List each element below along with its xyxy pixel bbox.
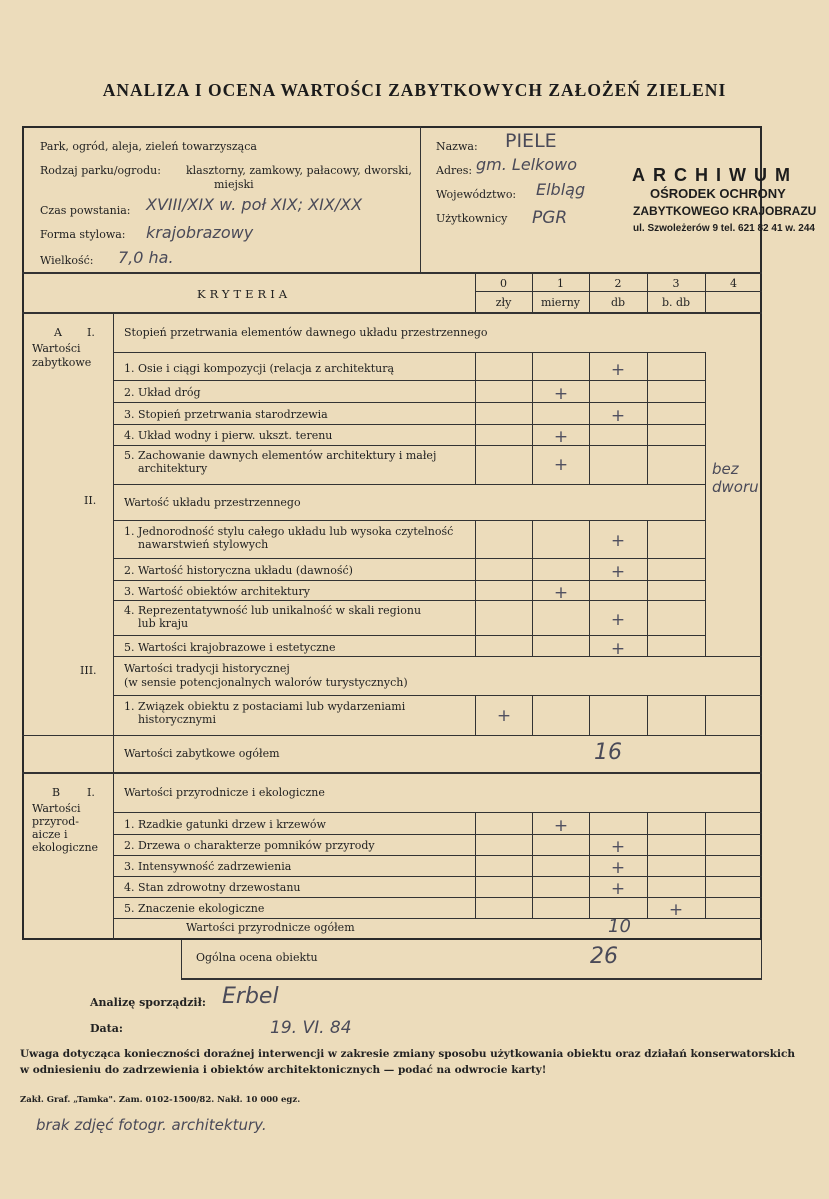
section-a-group-1-num: I. [87,326,95,339]
adres-label: Adres: [436,164,473,177]
uzytkownicy-value: PGR [532,208,568,228]
section-b-group-title: Wartości przyrodnicze i ekologiczne [124,786,325,799]
print-info: Zakł. Graf. „Tamka". Zam. 0102-1500/82. Nakł. 10 000 egz. [20,1095,301,1105]
archive-stamp-line3: ul. Szwoleżerów 9 tel. 621 82 41 w. 244 [633,223,815,234]
score-label-db: db [610,296,626,309]
criteria-item-continuation: architektury [138,462,208,475]
archive-stamp-line1: OŚRODEK OCHRONY [650,186,786,201]
section-b-total-label: Wartości przyrodnicze ogółem [186,921,355,934]
section-a-total-label: Wartości zabytkowe ogółem [124,747,280,760]
section-a-letter: A [54,326,62,339]
score-mark: + [668,900,684,920]
criteria-item: 3. Wartość obiektów architektury [124,585,310,598]
overall-label: Ogólna ocena obiektu [196,951,318,964]
wielkosc-value: 7,0 ha. [118,248,174,267]
handwritten-note: brak zdjęć fotogr. architektury. [36,1116,267,1134]
score-mark: + [553,455,569,475]
score-mark: + [610,406,626,426]
criteria-header: KRYTERIA [197,287,292,301]
criteria-item: 5. Znaczenie ekologiczne [124,902,265,915]
criteria-item: 2. Drzewa o charakterze pomników przyrody [124,839,375,852]
document-title: ANALIZA I OCENA WARTOŚCI ZABYTKOWYCH ZAŁOŻEŃ ZIELENI [102,80,727,100]
section-b-total-value: 10 [608,916,631,937]
section-a-label-1: Wartości [32,342,81,355]
score-col-4: 4 [730,277,737,290]
section-b-label-2: przyrod- [32,815,79,828]
overall-value: 26 [590,944,618,969]
section-a-group-3-title-1: Wartości tradycji historycznej [124,662,290,675]
section-a-label-2: zabytkowe [32,356,92,369]
score-label-zly: zły [495,296,512,309]
data-value: 19. VI. 84 [270,1018,352,1038]
section-b-label-1: Wartości [32,802,81,815]
score-mark: + [610,639,626,659]
section-a-group-1-title: Stopień przetrwania elementów dawnego układu przestrzennego [124,326,488,339]
rodzaj-options-2: miejski [214,178,254,191]
criteria-item: 1. Rzadkie gatunki drzew i krzewów [124,818,326,831]
analiza-label: Analizę sporządził: [90,996,206,1009]
score-col-3: 3 [672,277,680,290]
score-mark: + [610,531,626,551]
section-a-group-2-title: Wartość układu przestrzennego [124,496,301,509]
section-b-label-3: aicze i [32,828,68,841]
uzytkownicy-label: Użytkownicy [436,212,508,225]
warning-line-1: Uwaga dotycząca konieczności doraźnej interwencji w zakresie zmiany sposobu użytkowania obiektu oraz działań konserwatorskich [20,1048,795,1060]
nazwa-value: PIELE [505,130,557,152]
criteria-item-continuation: nawarstwień stylowych [138,538,269,551]
wojewodztwo-value: Elbląg [536,180,586,199]
criteria-item: 5. Wartości krajobrazowe i estetyczne [124,641,336,654]
score-label-mierny: mierny [540,296,580,309]
score-col-1: 1 [557,277,564,290]
archive-stamp-title: ARCHIWUM [632,165,798,185]
score-mark: + [553,384,569,404]
section-a-total-value: 16 [594,740,622,765]
section-b-letter: B [52,786,61,799]
section-a-note: bez dworu [712,460,759,496]
header-bottom-rule [22,272,762,274]
nazwa-label: Nazwa: [436,140,478,153]
warning-line-2: w odniesieniu do zadrzewienia i obiektów architektonicznych — podać na odwrocie karty! [20,1064,547,1076]
park-type-line: Park, ogród, aleja, zieleń towarzysząca [40,140,257,153]
score-mark: + [610,610,626,630]
score-mark: + [610,858,626,878]
criteria-item-continuation: lub kraju [138,617,189,630]
criteria-item: 1. Jednorodność stylu całego układu lub wysoka czytelność [124,525,454,538]
czas-value: XVIII/XIX w. poł XIX; XIX/XX [146,195,363,214]
analiza-signature: Erbel [222,984,279,1009]
score-col-0: 0 [500,277,507,290]
score-mark: + [610,837,626,857]
criteria-item: 4. Układ wodny i pierw. ukszt. terenu [124,429,333,442]
adres-value: gm. Lelkowo [476,155,578,174]
czas-label: Czas powstania: [40,204,131,217]
criteria-item-continuation: historycznymi [138,713,216,726]
data-label: Data: [90,1022,123,1035]
criteria-item: 1. Osie i ciągi kompozycji (relacja z architekturą [124,362,395,375]
criteria-item: 5. Zachowanie dawnych elementów architektury i małej [124,449,437,462]
archive-stamp-line2: ZABYTKOWEGO KRAJOBRAZU [633,204,817,218]
score-mark: + [610,360,626,380]
forma-label: Forma stylowa: [40,228,126,241]
criteria-item: 1. Związek obiektu z postaciami lub wydarzeniami [124,700,406,713]
section-b-group-num: I. [87,786,95,799]
section-a-group-3-title-2: (w sensie potencjonalnych walorów turystycznych) [124,676,408,689]
score-mark: + [553,583,569,603]
score-col-2: 2 [614,277,622,290]
score-label-bdb: b. db [661,296,691,309]
score-mark: + [610,562,626,582]
section-a-group-3-num: III. [80,664,97,677]
rodzaj-options: klasztorny, zamkowy, pałacowy, dworski, [186,164,412,177]
header-divider [420,126,421,272]
rodzaj-label: Rodzaj parku/ogrodu: [40,164,161,177]
score-mark: + [496,706,512,726]
forma-value: krajobrazowy [146,223,254,242]
score-mark: + [610,879,626,899]
section-b-label-4: ekologiczne [32,841,99,854]
score-mark: + [553,816,569,836]
score-mark: + [553,427,569,447]
wojewodztwo-label: Województwo: [436,188,517,201]
wielkosc-label: Wielkość: [40,254,94,267]
criteria-item: 4. Stan zdrowotny drzewostanu [124,881,301,894]
criteria-item: 3. Intensywność zadrzewienia [124,860,292,873]
section-a-group-2-num: II. [84,494,97,507]
criteria-item: 3. Stopień przetrwania starodrzewia [124,408,328,421]
criteria-item: 4. Reprezentatywność lub unikalność w skali regionu [124,604,422,617]
criteria-item: 2. Układ dróg [124,386,201,399]
criteria-item: 2. Wartość historyczna układu (dawność) [124,564,353,577]
